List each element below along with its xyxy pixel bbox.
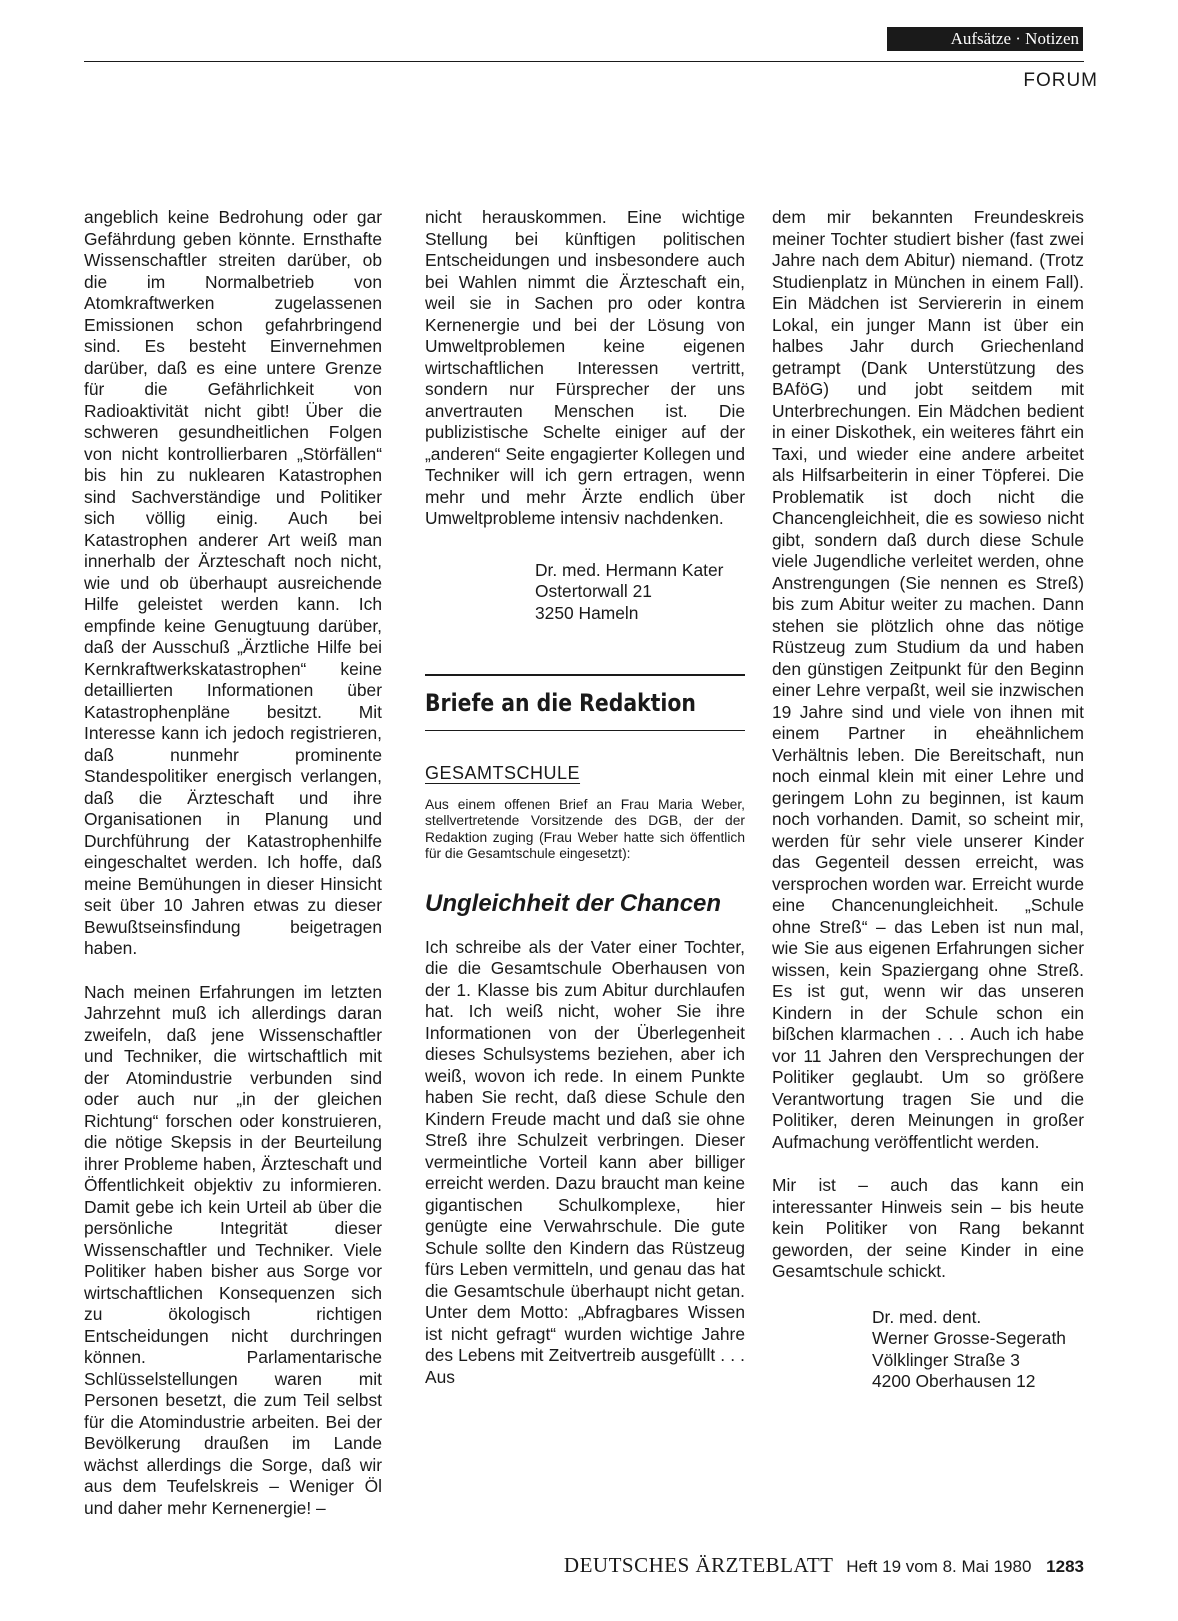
page-footer <box>460 1553 1084 1578</box>
column1-paragraph-2: Nach meinen Erfahrungen im letzten Jahrzehnt muß ich allerdings daran zweifeln, daß jene Wissenschaftler und Techniker, die wirtschaftlich mit der Atomindustrie verbunden sind oder auch nur „in der gleichen Richtung“ forschen oder konstruieren, die nötige Skepsis in der Beurteilung ihrer Probleme haben, Ärzteschaft und Öffentlichkeit objektiv zu informieren. Damit gebe ich kein Urteil ab über die persönliche Integrität dieser Wissenschaftler und Techniker. Viele Politiker haben bisher aus Sorge vor wirtschaftlichen Konsequenzen sich zu ökologisch richtigen Entscheidungen nicht durchringen können. Parlamentarische Schlüsselstellungen waren mit Personen besetzt, die zum Teil selbst für die Atomindustrie arbeiten. Bei der Bevölkerung draußen im Lande wächst allerdings die Sorge, daß wir aus dem Teufelskreis – Weniger Öl und daher mehr Kernenergie! – <box>84 981 382 1518</box>
forum-label: FORUM <box>1023 70 1098 91</box>
signature-grosse <box>772 1307 1084 1393</box>
header-rule <box>84 61 1084 62</box>
signature-grosse-street: Völklinger Straße 3 <box>872 1349 1020 1370</box>
column3-paragraph-1: dem mir bekannten Freundeskreis meiner Tochter studiert bisher (fast zwei Jahre nach dem Abitur) niemand. (Trotz Studienplatz in München in einem Fall). Ein Mädchen ist Serviererin in einem Lokal, ein junger Mann ist über ein halbes Jahr durch Griechenland getrampt (Dank Unterstützung des BAföG) und jobt seitdem mit Unterbrechungen. Ein Mädchen bedient in einer Diskothek, ein weiteres fährt ein Taxi, und wieder eine andere arbeitet als Hilfsarbeiterin in einer Töpferei. Die Problematik ist doch nicht die Chancengleichheit, die es sowieso nicht gibt, sondern daß durch diese Schule viele Jugendliche verleitet werden, ohne Anstrengungen (Sie nennen es Streß) bis zum Abitur weiter zu machen. Dann stehen sie plötzlich ohne das nötige Rüstzeug zum Studium da und haben den günstigen Zeitpunkt für den Beginn einer Lehre verpaßt, weil sie inzwischen 19 Jahre sind und viele von ihnen mit einem Partner in eheähnlichem Verhältnis leben. Die Bereitschaft, nun noch einmal klein mit einer Lehre und geringem Lohn zu beginnen, ist kaum noch vorhanden. Damit, so scheint mir, werden für sehr viele unserer Kinder das Gegenteil dessen erreicht, was versprochen worden war. Erreicht wurde eine Chancenungleichheit. „Schule ohne Streß“ – das Leben ist nun mal, wie Sie aus eigenen Erfahrungen sicher wissen, kein Spaziergang ohne Streß. Es ist gut, wenn wir das unseren Kindern in der Schule schon ein bißchen klarmachen . . . Auch ich habe vor 11 Jahren den Versprechungen der Politiker geglaubt. Um so größere Verantwortung tragen Sie und die Politiker, deren Meinungen in großer Aufmachung veröffentlicht werden. <box>772 207 1084 1152</box>
column-1 <box>84 207 382 1519</box>
column2-paragraph-2: Ich schreibe als der Vater einer Tochter, die die Gesamtschule Oberhausen von der 1. Klasse bis zum Abitur durchlaufen hat. Ich weiß nicht, woher Sie ihre Informationen von der Überlegenheit dieses Schulsystems beziehen, aber ich weiß, wovon ich rede. In einem Punkte haben Sie recht, daß diese Schule den Kindern Freude macht und daß sie ohne Streß ihre Schulzeit verbringen. Dieser vermeintliche Vorteil kann aber billiger erreicht werden. Dazu braucht man keine gigantischen Schulkomplexe, hier genügte eine Verwahrschule. Die gute Schule sollte den Kindern das Rüstzeug fürs Leben vermitteln, und genau das hat die Gesamtschule überhaupt nicht getan. Unter dem Motto: „Abfragbares Wissen ist nicht gefragt“ wurden wichtige Jahre des Lebens mit Zeitvertreib ausgefüllt . . . Aus <box>425 936 745 1387</box>
column-2 <box>425 207 745 1388</box>
signature-kater-street: Ostertorwall 21 <box>535 581 652 601</box>
rubric-title: Briefe an die Redaktion <box>425 689 696 717</box>
article-intro: Aus einem offenen Brief an Frau Maria Weber, stellvertretende Vorsitzende des DGB, der der Redaktion zuging (Frau Weber hatte sich öffentlich für die Gesamtschule eingesetzt): <box>425 796 745 861</box>
rubric-rule-top <box>425 674 745 676</box>
signature-kater-name: Dr. med. Hermann Kater <box>535 559 724 580</box>
signature-grosse-city: 4200 Oberhausen 12 <box>872 1371 1036 1391</box>
column3-paragraph-2: Mir ist – auch das kann ein interessanter Hinweis sein – bis heute kein Politiker von Rang bekannt geworden, der seine Kinder in eine Gesamtschule schickt. <box>772 1175 1084 1281</box>
article-title: Ungleichheit der Chancen <box>425 889 722 917</box>
rubric-rule-bottom <box>425 730 745 731</box>
article-kicker: GESAMTSCHULE <box>425 763 581 783</box>
column2-paragraph-1: nicht herauskommen. Eine wichtige Stellung bei künftigen politischen Entscheidungen und insbesondere auch bei Wahlen nimmt die Ärzteschaft ein, weil sie in Sachen pro oder kontra Kernenergie und bei der Lösung von Umweltproblemen keine eigenen wirtschaftlichen Interessen vertritt, sondern nur Fürsprecher der uns anvertrauten Menschen ist. Die publizistische Schelte einiger auf der „anderen“ Seite engagierter Kollegen und Techniker will ich gern ertragen, wenn mehr und mehr Ärzte endlich über Umweltprobleme intensiv nachdenken. <box>425 207 745 528</box>
issue-info: Heft 19 vom 8. Mai 1980 <box>846 1557 1032 1576</box>
column-3 <box>772 207 1084 1393</box>
signature-grosse-title: Dr. med. dent. <box>872 1306 982 1327</box>
journal-name: DEUTSCHES ÄRZTEBLATT <box>563 1553 834 1577</box>
column1-paragraph-1: angeblich keine Bedrohung oder gar Gefährdung geben könnte. Ernsthafte Wissenschaftler streiten darüber, ob die im Normalbetrieb von Atomkraftwerken zugelassenen Emissionen schon gefahrbringend sind. Es besteht Einvernehmen darüber, daß es eine untere Grenze für die Gefährlichkeit von Radioaktivität nicht gibt! Über die schweren gesundheitlichen Folgen von nicht kontrollierbaren „Störfällen“ bis hin zu nuklearen Katastrophen sind Sachverständige und Politiker sich völlig einig. Auch bei Katastrophen anderer Art weiß man innerhalb der Ärzteschaft noch nicht, wie und ob überhaupt ausreichende Hilfe geleistet werden kann. Ich empfinde keine Genugtuung darüber, daß der Ausschuß „Ärztliche Hilfe bei Kernkraftwerkskatastrophen“ keine detaillierten Informationen über Katastrophenpläne besitzt. Mit Interesse kann ich jedoch registrieren, daß nunmehr prominente Standespolitiker energisch verlangen, daß die Ärzteschaft und ihre Organisationen in Planung und Durchführung der Katastrophenhilfe eingeschaltet werden. Ich hoffe, daß meine Bemühungen in dieser Hinsicht seit über 10 Jahren etwas zu dieser Bewußtseinsfindung beigetragen haben. <box>84 207 382 958</box>
page-number: 1283 <box>1046 1557 1084 1576</box>
section-tag: Aufsätze · Notizen <box>887 27 1083 51</box>
signature-kater <box>425 560 745 625</box>
signature-kater-city: 3250 Hameln <box>535 602 639 623</box>
signature-grosse-name: Werner Grosse-Segerath <box>872 1328 1066 1348</box>
